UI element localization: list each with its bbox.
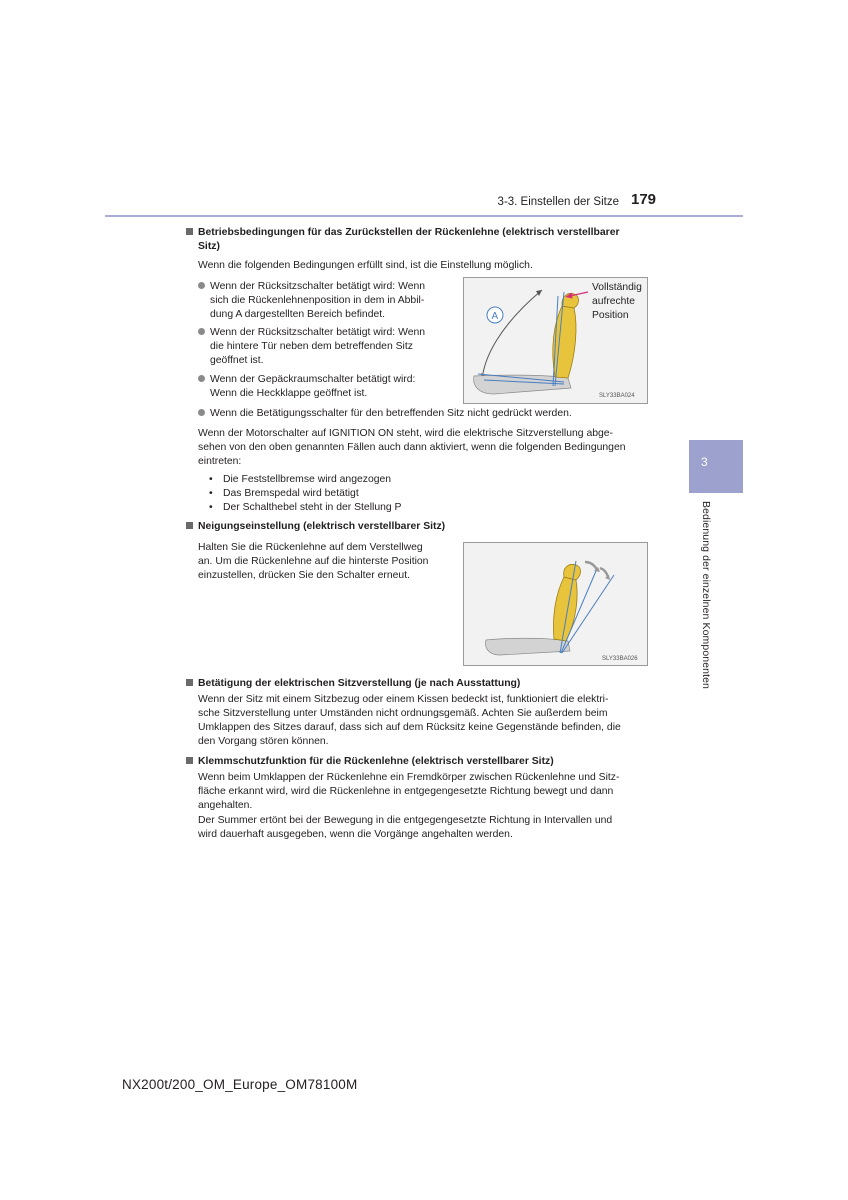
- round-bullet-icon: [198, 375, 205, 382]
- paragraph-line: Der Summer ertönt bei der Bewegung in die entgegengesetzte Richtung in Intervallen und: [198, 815, 613, 826]
- square-bullet-icon: [186, 522, 193, 529]
- figure-label-a: A: [491, 311, 499, 322]
- list-item: Wenn der Gepäckraumschalter betätigt wird:: [198, 373, 415, 388]
- list-item-line: sich die Rückenlehnenposition in dem in Abbil-: [210, 295, 425, 306]
- paragraph-line: Wenn der Sitz mit einem Sitzbezug oder einem Kissen bedeckt ist, funktioniert die elektri-: [198, 694, 609, 705]
- chapter-side-title: Bedienung der einzelnen Komponenten: [700, 501, 712, 689]
- list-item: Wenn die Betätigungsschalter für den betreffenden Sitz nicht gedrückt werden.: [198, 407, 572, 422]
- section-title: 3-3. Einstellen der Sitze: [497, 196, 619, 208]
- callout-line: Vollständig: [592, 282, 642, 293]
- intro-text: Wenn die folgenden Bedingungen erfüllt sind, ist die Einstellung möglich.: [198, 260, 533, 271]
- sub-list-item: • Der Schalthebel steht in der Stellung P: [209, 502, 402, 513]
- page-number: 179: [631, 191, 657, 208]
- paragraph-line: an. Um die Rückenlehne auf die hinterste Position: [198, 556, 429, 567]
- square-bullet-icon: [186, 228, 193, 235]
- paragraph-line: Wenn der Motorschalter auf IGNITION ON steht, wird die elektrische Sitzverstellung abge-: [198, 428, 614, 439]
- list-item-line: dung A dargestellten Bereich befindet.: [210, 309, 386, 320]
- list-item: Wenn der Rücksitzschalter betätigt wird: Wenn: [198, 280, 425, 295]
- paragraph-line: Umklappen des Sitzes darauf, dass sich auf dem Rücksitz keine Gegenstände befinden, die: [198, 722, 621, 733]
- figure-code: SLY33BA024: [599, 393, 635, 399]
- paragraph-line: einzustellen, drücken Sie den Schalter erneut.: [198, 570, 410, 581]
- section-heading: Klemmschutzfunktion für die Rückenlehne (elektrisch verstellbarer Sitz): [186, 755, 554, 770]
- section-heading: Betätigung der elektrischen Sitzverstellung (je nach Ausstattung): [186, 677, 520, 692]
- callout-line: aufrechte: [592, 296, 635, 307]
- round-bullet-icon: [198, 409, 205, 416]
- paragraph-line: angehalten.: [198, 800, 253, 811]
- header-rule: [105, 215, 743, 217]
- paragraph-line: Wenn beim Umklappen der Rückenlehne ein Fremdkörper zwischen Rückenlehne und Sitz-: [198, 772, 620, 783]
- square-bullet-icon: [186, 757, 193, 764]
- seat-illustration: [464, 278, 647, 403]
- paragraph-line: wird dauerhaft ausgegeben, wenn die Vorgänge angehalten werden.: [198, 829, 513, 840]
- heading-text: Betriebsbedingungen für das Zurückstellen der Rückenlehne (elektrisch verstellbarer: [198, 227, 620, 238]
- chapter-tab: [689, 440, 743, 493]
- section-heading: [186, 226, 620, 241]
- figure-code: SLY33BA026: [602, 656, 638, 662]
- paragraph-line: Halten Sie die Rückenlehne auf dem Verstellweg: [198, 542, 423, 553]
- paragraph-line: eintreten:: [198, 456, 242, 467]
- callout-line: Position: [592, 310, 629, 321]
- paragraph-line: den Vorgang stören können.: [198, 736, 329, 747]
- list-item-line: die hintere Tür neben dem betreffenden Sitz: [210, 341, 413, 352]
- list-item-line: Wenn die Heckklappe geöffnet ist.: [210, 388, 368, 399]
- paragraph-line: sehen von den oben genannten Fällen auch dann aktiviert, wenn die folgenden Bedingungen: [198, 442, 626, 453]
- sub-list-item: • Die Feststellbremse wird angezogen: [209, 474, 392, 485]
- seat-illustration: [464, 543, 647, 665]
- seat-figure-recline: [463, 542, 648, 666]
- footer-document-id: NX200t/200_OM_Europe_OM78100M: [122, 1077, 358, 1092]
- round-bullet-icon: [198, 328, 205, 335]
- paragraph-line: sche Sitzverstellung unter Umständen nicht ordnungsgemäß. Achten Sie außerdem beim: [198, 708, 608, 719]
- section-heading: Neigungseinstellung (elektrisch verstellbarer Sitz): [186, 520, 445, 535]
- seat-figure-upright: [463, 277, 648, 404]
- square-bullet-icon: [186, 679, 193, 686]
- paragraph-line: fläche erkannt wird, wird die Rückenlehne in entgegengesetzte Richtung bewegt und dann: [198, 786, 614, 797]
- section-heading-continued: Sitz): [198, 241, 220, 252]
- chapter-number: 3: [701, 455, 708, 469]
- list-item: Wenn der Rücksitzschalter betätigt wird: Wenn: [198, 326, 425, 341]
- list-item-line: geöffnet ist.: [210, 355, 264, 366]
- round-bullet-icon: [198, 282, 205, 289]
- sub-list-item: • Das Bremspedal wird betätigt: [209, 488, 359, 499]
